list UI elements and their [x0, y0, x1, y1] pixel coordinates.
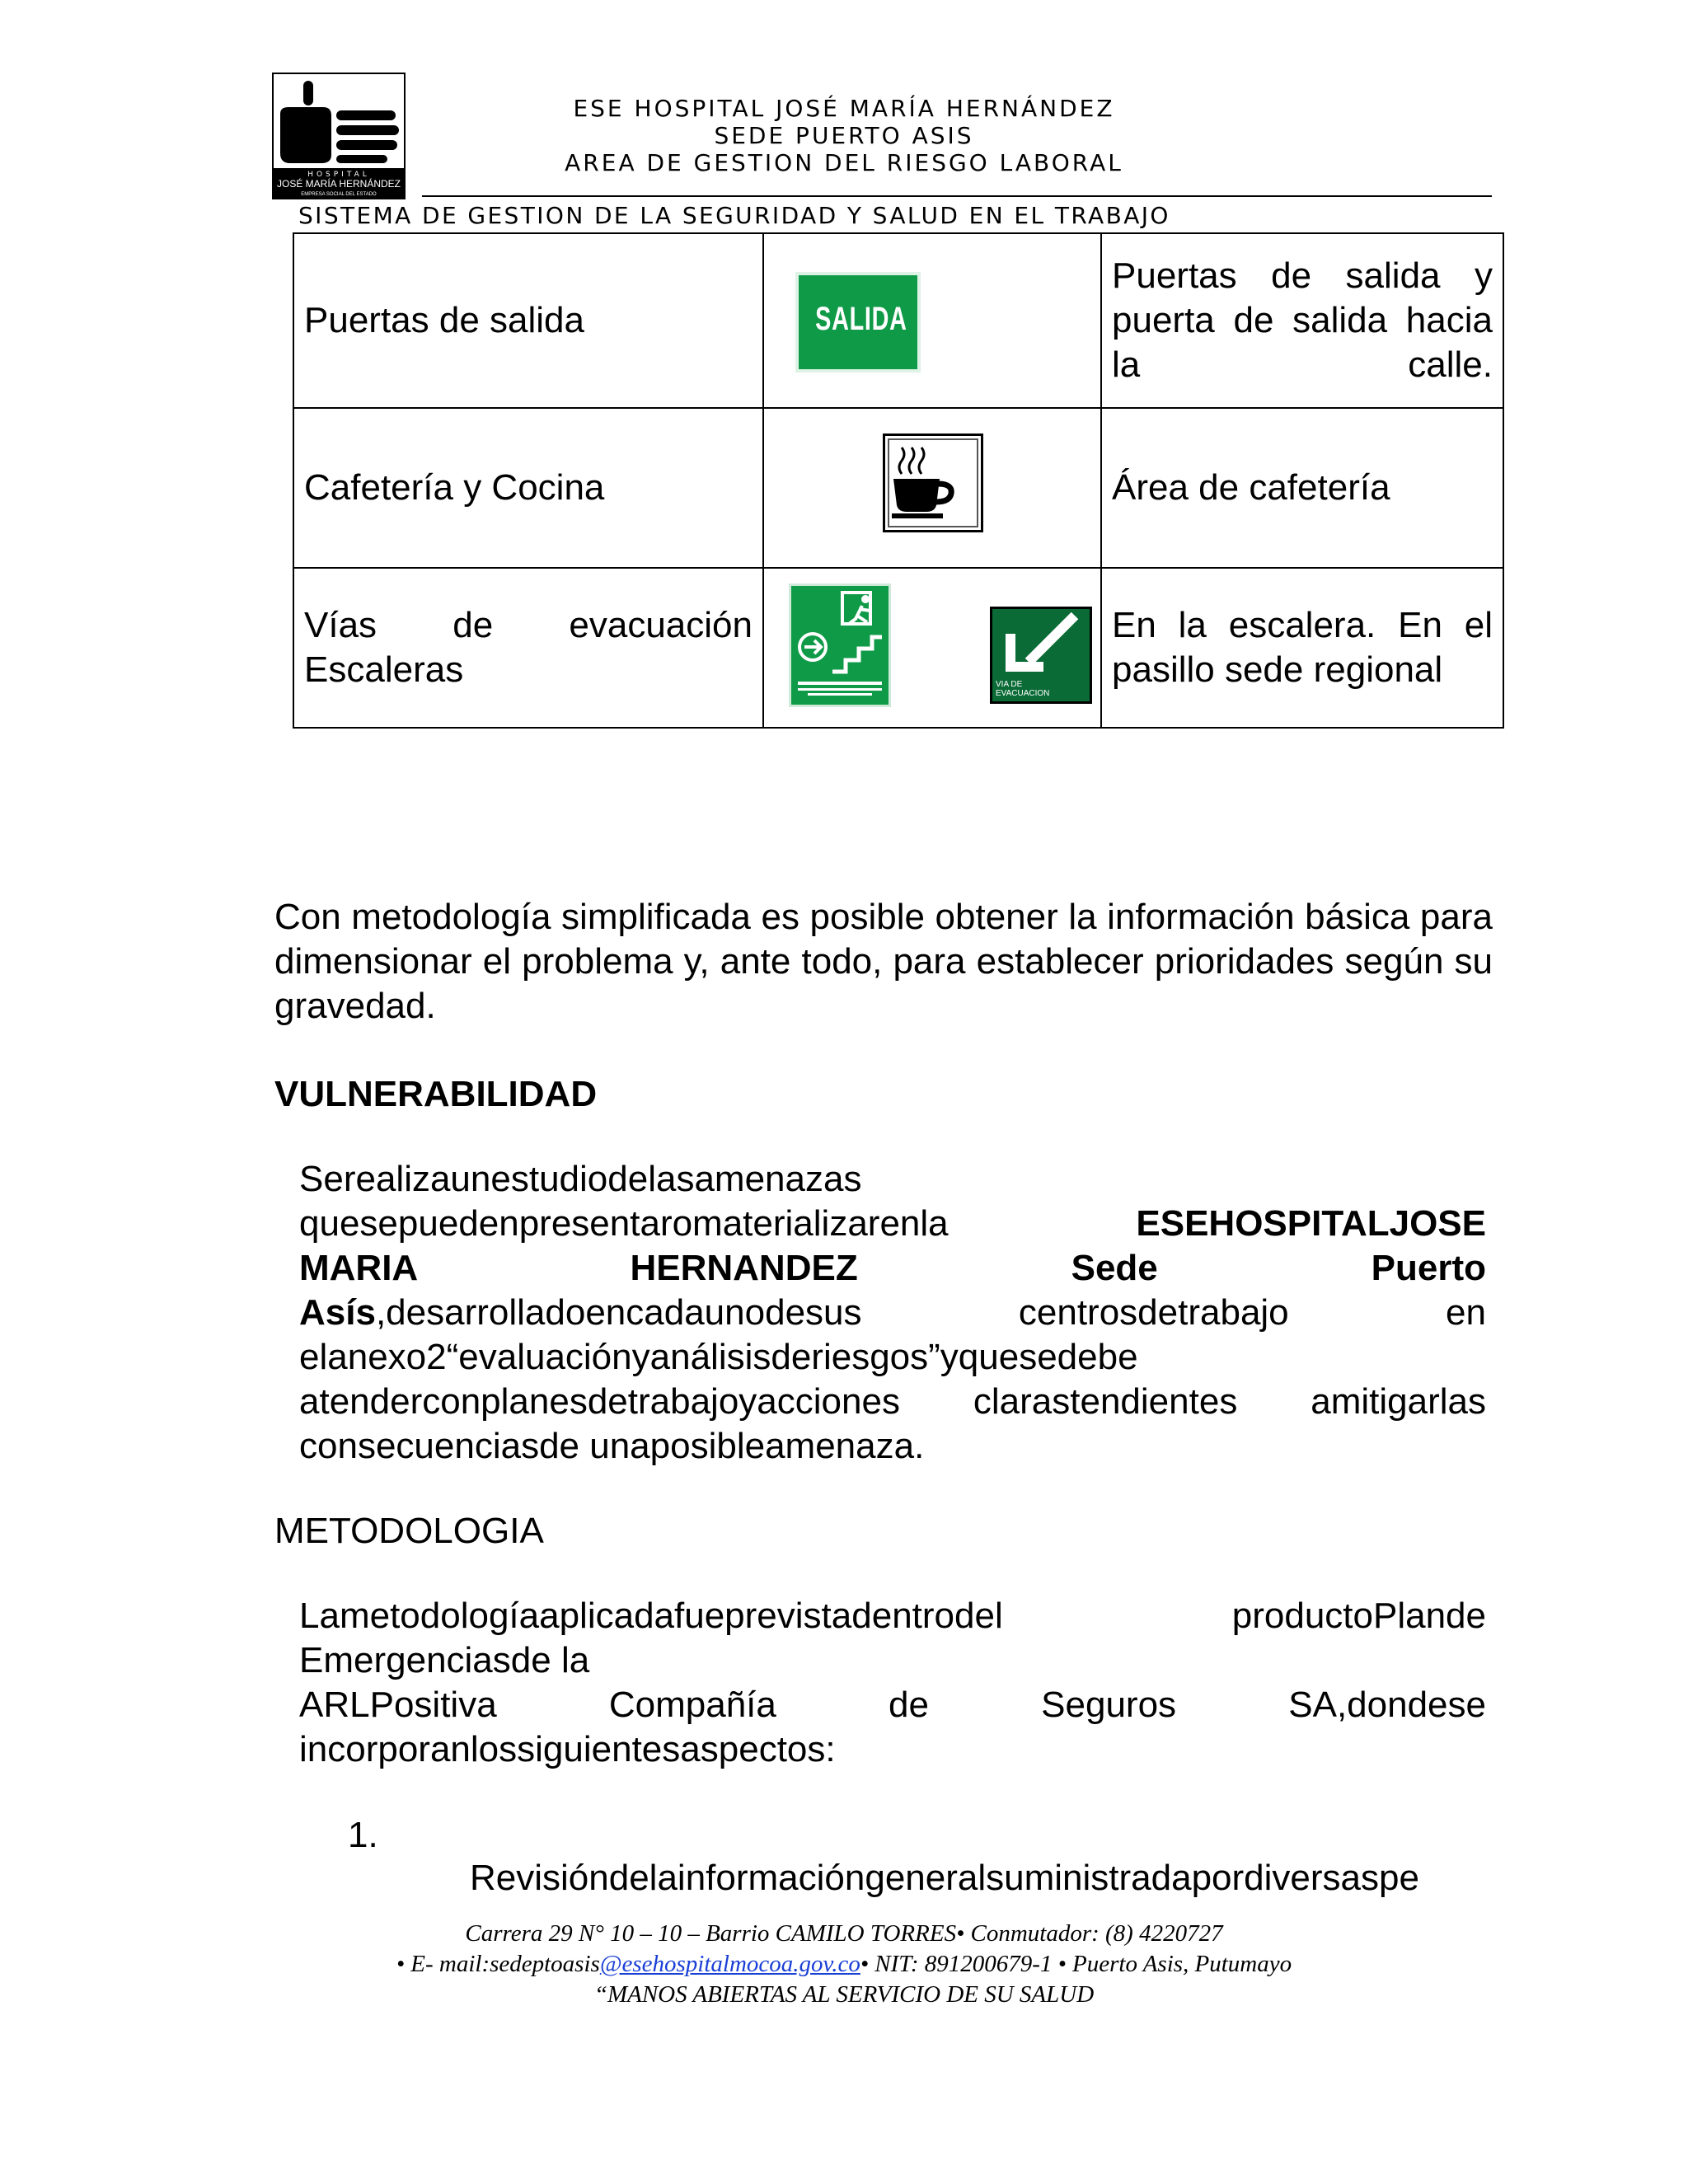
- metodologia-line: Emergenciasde la: [299, 1640, 590, 1680]
- metodologia-line: Lametodologíaaplicadafueprevistadentrodel productoPlande: [299, 1596, 1486, 1636]
- evacuation-sign-caption: VIA DE EVACUACION: [996, 680, 1050, 698]
- list-number: 1.: [348, 1815, 378, 1855]
- header-divider: [422, 195, 1492, 197]
- vulnerabilidad-line: Serealizaunestudiodelasamenazas: [299, 1159, 862, 1199]
- header-hospital-name: ESE HOSPITAL JOSÉ MARÍA HERNÁNDEZ: [573, 95, 1115, 122]
- vulnerabilidad-heading: VULNERABILIDAD: [274, 1074, 598, 1114]
- list-item-text: Revisióndelainformacióngeneralsuministradapordiversaspe: [470, 1858, 1419, 1898]
- table-row: [293, 233, 1503, 408]
- sign-location-line: pasillo sede regional: [1112, 649, 1443, 690]
- sign-name-line: Escaleras: [304, 649, 464, 690]
- sign-name-line: Vías de evacuación: [304, 605, 753, 645]
- salida-sign-label: SALIDA: [815, 301, 907, 337]
- svg-text:HOSPITAL: HOSPITAL: [307, 171, 370, 179]
- table-row: [293, 568, 1503, 728]
- vulnerabilidad-line: consecuenciasde unaposibleamenaza.: [299, 1426, 925, 1466]
- sign-location-cell: Área de cafetería: [1101, 408, 1503, 568]
- sign-location-cell: [1101, 568, 1503, 728]
- vulnerabilidad-line: elanexo2“evaluaciónyanálisisderiesgos”yquesedebe: [299, 1337, 1138, 1377]
- footer-contact: [0, 1950, 1688, 1978]
- footer-address: Carrera 29 N° 10 – 10 – Barrio CAMILO TORRES• Conmutador: (8) 4220727: [465, 1920, 1223, 1947]
- intro-paragraph: Con metodología simplificada es posible obtener la información básica para dimensionar el problema y, ante todo, para establecer prioridades según su gravedad.: [274, 897, 1493, 1026]
- vulnerabilidad-line: Asís,desarrolladoencadaunodesus centrosdetrabajo en: [299, 1292, 1486, 1333]
- metodologia-line: incorporanlossiguientesaspectos:: [299, 1729, 836, 1769]
- sign-location-line: En la escalera. En el: [1112, 605, 1493, 645]
- table-row: [293, 408, 1503, 568]
- sign-image-cell: [763, 568, 1101, 728]
- sign-image-cell: [763, 408, 1101, 568]
- footer-email-link[interactable]: @esehospitalmocoa.gov.co: [599, 1951, 860, 1977]
- metodologia-heading: METODOLOGIA: [274, 1511, 544, 1551]
- footer-email-label: • E- mail:sedeptoasis: [396, 1951, 600, 1977]
- sign-name-cell: Puertas de salida: [293, 233, 763, 408]
- coffee-cup-icon: [883, 434, 983, 532]
- svg-text:JOSÉ MARÍA HERNÁNDEZ: JOSÉ MARÍA HERNÁNDEZ: [276, 178, 401, 190]
- sign-name-cell: Cafetería y Cocina: [293, 408, 763, 568]
- sign-location-cell: Puertas de salida y puerta de salida hacia la calle.: [1101, 233, 1503, 408]
- salida-sign: [795, 272, 921, 373]
- header-area: AREA DE GESTION DEL RIESGO LABORAL: [565, 149, 1123, 176]
- header-subtitle: SISTEMA DE GESTION DE LA SEGURIDAD Y SALUD EN EL TRABAJO: [298, 202, 1170, 229]
- evacuation-route-sign: [990, 607, 1092, 704]
- metodologia-line: ARLPositiva Compañía de Seguros SA,dondese: [299, 1685, 1486, 1725]
- sign-image-cell: [763, 233, 1101, 408]
- sign-name-cell: [293, 568, 763, 728]
- header-sede: SEDE PUERTO ASIS: [714, 122, 974, 149]
- evacuation-stairs-sign: [789, 583, 891, 707]
- svg-text:EMPRESA SOCIAL DEL ESTADO: EMPRESA SOCIAL DEL ESTADO: [301, 192, 377, 197]
- footer-slogan: “MANOS ABIERTAS AL SERVICIO DE SU SALUD: [593, 1981, 1095, 2008]
- signage-table: [293, 232, 1504, 729]
- footer-nit: • NIT: 891200679-1 • Puerto Asis, Putumayo: [860, 1951, 1292, 1977]
- vulnerabilidad-line: MARIA HERNANDEZ Sede Puerto: [299, 1248, 1487, 1288]
- vulnerabilidad-line: atenderconplanesdetrabajoyacciones clarastendientes amitigarlas: [299, 1381, 1486, 1422]
- vulnerabilidad-line: quesepuedenpresentaromaterializarenla ESEHOSPITALJOSE: [299, 1203, 1486, 1244]
